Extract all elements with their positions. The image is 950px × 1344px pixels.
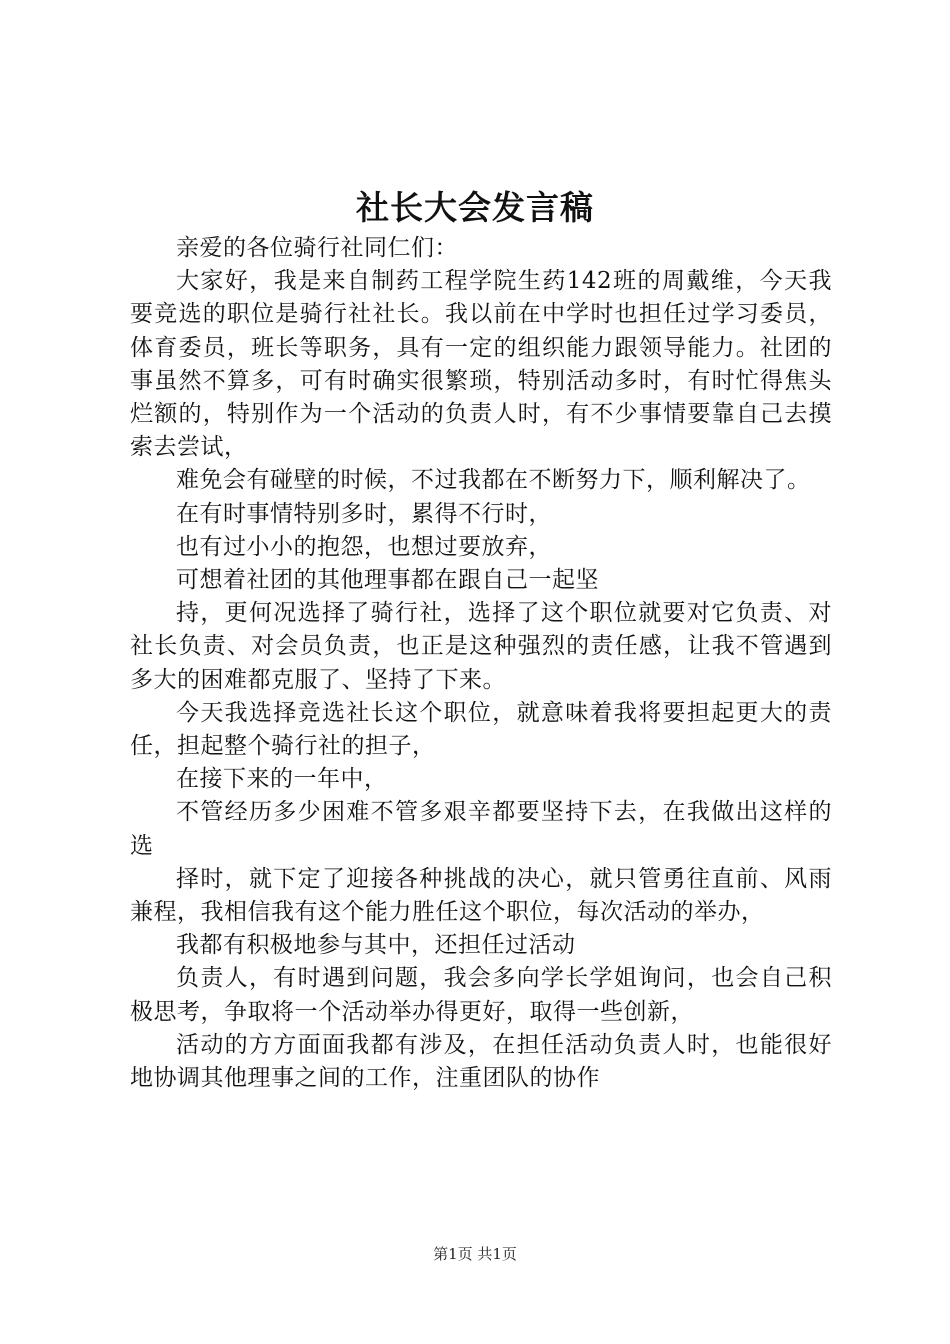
paragraph: 今天我选择竞选社长这个职位，就意味着我将要担起更大的责任，担起整个骑行社的担子，: [130, 699, 832, 760]
document-title: 社长大会发言稿: [356, 188, 594, 227]
paragraph: 也有过小小的抱怨，也想过要放弃，: [176, 533, 552, 560]
paragraph: 难免会有碰壁的时候，不过我都在不断努力下，顺利解决了。: [176, 467, 811, 494]
paragraph: 在有时事情特别多时，累得不行时，: [176, 500, 552, 527]
paragraph: 我都有积极地参与其中，还担任过活动: [176, 932, 576, 959]
document-body: [130, 232, 832, 1095]
paragraph: 择时，就下定了迎接各种挑战的决心，就只管勇往直前、风雨兼程，我相信我有这个能力胜任这个职位，每次活动的举办，: [130, 865, 832, 926]
paragraph: 活动的方方面面我都有涉及，在担任活动负责人时，也能很好地协调其他理事之间的工作，注重团队的协作: [130, 1031, 832, 1092]
paragraph: 可想着社团的其他理事都在跟自己一起坚: [176, 567, 599, 594]
paragraph: 负责人，有时遇到问题，我会多向学长学姐询问，也会自己积极思考，争取将一个活动举办得更好，取得一些创新，: [130, 965, 832, 1025]
paragraph-greeting: 亲爱的各位骑行社同仁们：: [176, 235, 458, 261]
paragraph: 不管经历多少困难不管多艰辛都要坚持下去，在我做出这样的选: [130, 799, 832, 859]
paragraph: 持，更何况选择了骑行社，选择了这个职位就要对它负责、对社长负责、对会员负责，也正是这种强烈的责任感，让我不管遇到多大的困难都克服了、坚持了下来。: [130, 600, 832, 693]
paragraph: 在接下来的一年中，: [176, 766, 388, 793]
page-number-footer: 第1页 共1页: [433, 1245, 517, 1263]
paragraph: 大家好，我是来自制药工程学院生药142班的周戴维，今天我要竞选的职位是骑行社社长。我以前在中学时也担任过学习委员，体育委员，班长等职务，具有一定的组织能力跟领导能力。社团的事虽然不算多，可有时确实很繁琐，特别活动多时，有时忙得焦头烂额的，特别作为一个活动的负责人时，有不少事情要靠自己去摸索去尝试，: [130, 268, 832, 461]
